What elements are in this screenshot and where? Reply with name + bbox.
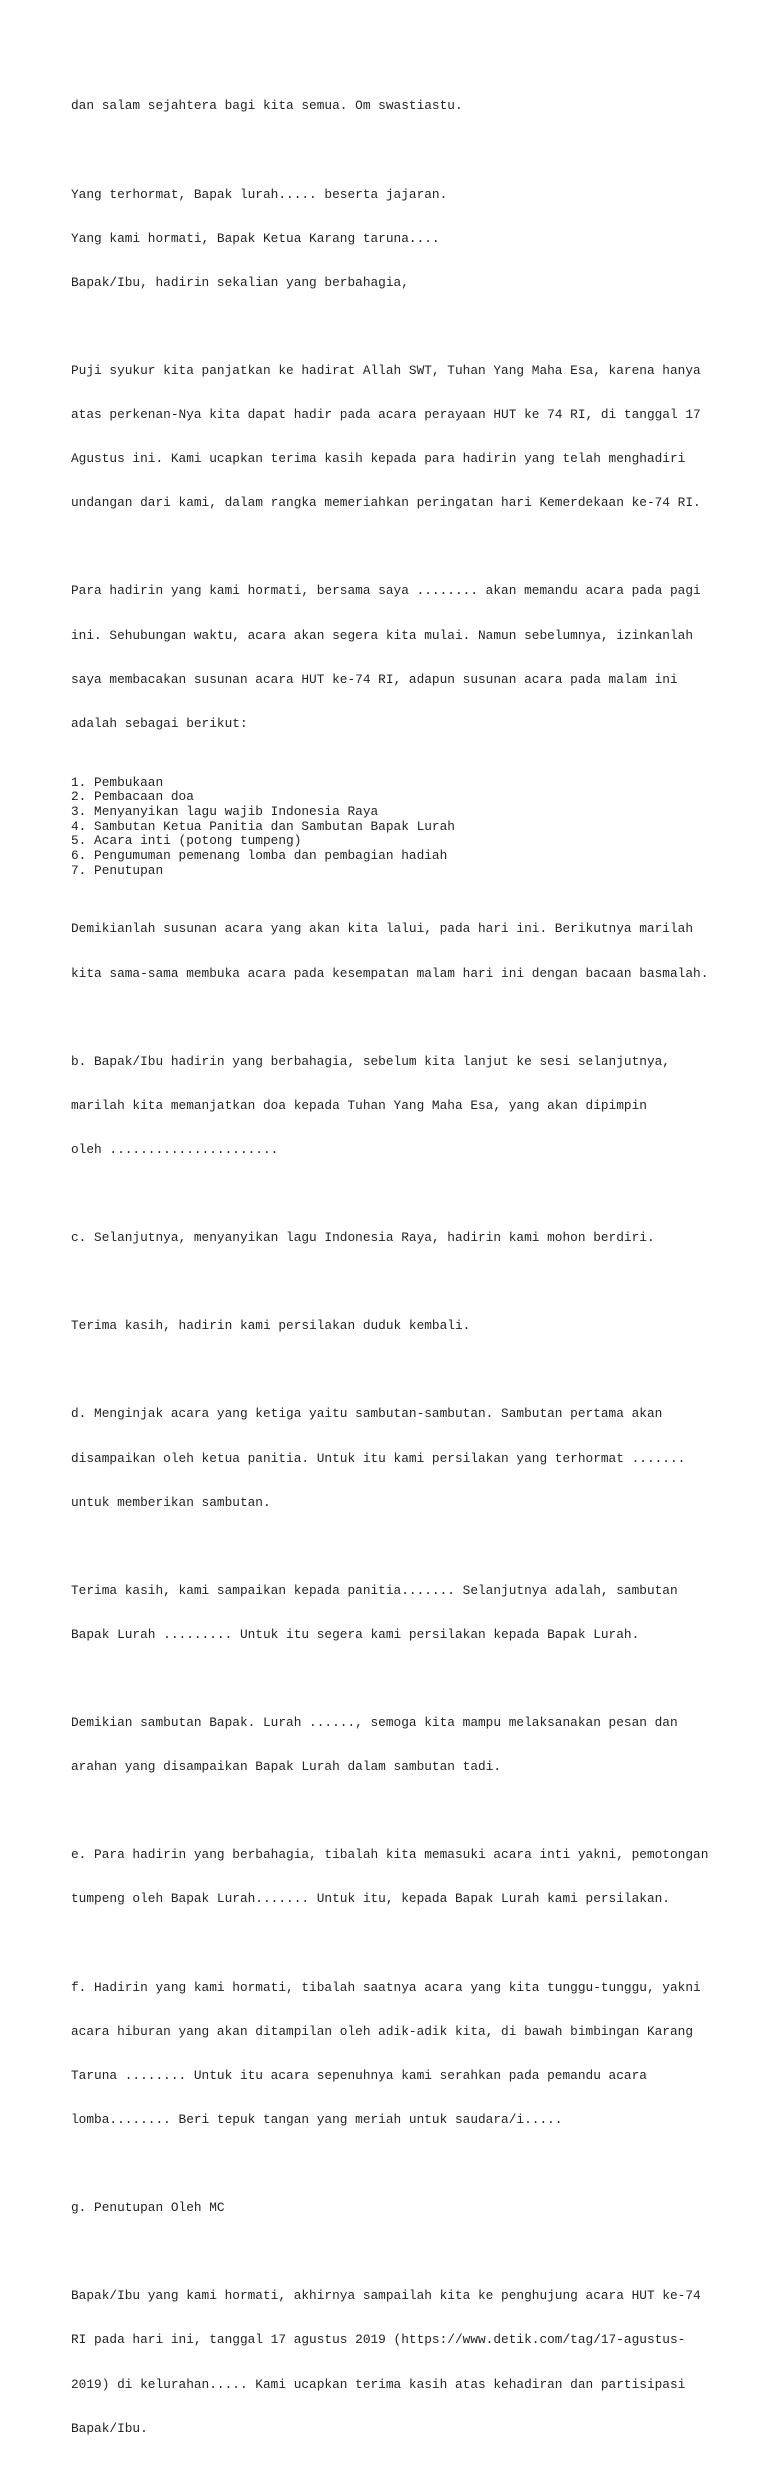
text-line: b. Bapak/Ibu hadirin yang berbahagia, sebelum kita lanjut ke sesi selanjutnya, [71,1053,670,1069]
text-line: Agustus ini. Kami ucapkan terima kasih kepada para hadirin yang telah menghadiri [71,451,686,467]
text-line: Demikian sambutan Bapak. Lurah ......, semoga kita mampu melaksanakan pesan dan [71,1715,678,1731]
text-line: g. Penutupan Oleh MC [71,2200,225,2216]
text-line: Bapak/Ibu. [71,2420,148,2436]
text-line: Bapak/Ibu yang kami hormati, akhirnya sampailah kita ke penghujung acara HUT ke-74 [71,2288,701,2304]
text-line: c. Selanjutnya, menyanyikan lagu Indonesia Raya, hadirin kami mohon berdiri. [71,1230,655,1246]
text-line: tumpeng oleh Bapak Lurah....... Untuk itu, kepada Bapak Lurah kami persilakan. [71,1891,670,1907]
text-line: Para hadirin yang kami hormati, bersama saya ........ akan memandu acara pada pagi [71,583,701,599]
text-line: disampaikan oleh ketua panitia. Untuk itu kami persilakan yang terhormat ....... [71,1450,686,1466]
agenda-item: 1. Pembukaan [71,774,164,790]
text-line: e. Para hadirin yang berbahagia, tibalah kita memasuki acara inti yakni, pemotongan [71,1847,709,1863]
agenda-item: 3. Menyanyikan lagu wajib Indonesia Raya [71,803,379,819]
agenda-list [71,776,711,879]
section-d-speeches [71,1378,711,1540]
text-line: acara hiburan yang akan ditampilan oleh adik-adik kita, di bawah bimbingan Karang [71,2023,694,2039]
section-c-anthem [71,1202,711,1276]
agenda-item: 6. Pengumuman pemenang lomba dan pembagian hadiah [71,847,448,863]
agenda-item: 5. Acara inti (potong tumpeng) [71,833,302,849]
agenda-item: 4. Sambutan Ketua Panitia dan Sambutan Bapak Lurah [71,818,455,834]
section-b-prayer [71,1025,711,1187]
text-line: Taruna ........ Untuk itu acara sepenuhnya kami serahkan pada pemandu acara [71,2067,647,2083]
salutation-paragraph [71,158,711,320]
text-line: oleh ...................... [71,1141,279,1157]
text-line: d. Menginjak acara yang ketiga yaitu sambutan-sambutan. Sambutan pertama akan [71,1406,663,1422]
text-line: lomba........ Beri tepuk tangan yang meriah untuk saudara/i..... [71,2111,563,2127]
agenda-summary-paragraph [71,893,711,1011]
section-f-entertainment [71,1951,711,2157]
agenda-item: 7. Penutupan [71,862,164,878]
text-line: Bapak Lurah ......... Untuk itu segera kami persilakan kepada Bapak Lurah. [71,1626,640,1642]
text-line: Demikianlah susunan acara yang akan kita lalui, pada hari ini. Berikutnya marilah [71,921,694,937]
text-line: marilah kita memanjatkan doa kepada Tuhan Yang Maha Esa, yang akan dipimpin [71,1097,647,1113]
text-line: Terima kasih, hadirin kami persilakan duduk kembali. [71,1318,471,1334]
thanks-sit-paragraph [71,1290,711,1364]
text-line: saya membacakan susunan acara HUT ke-74 RI, adapun susunan acara pada malam ini [71,671,678,687]
section-g-closing-heading [71,2172,711,2246]
gratitude-paragraph [71,335,711,541]
text-line: Bapak/Ibu, hadirin sekalian yang berbahagia, [71,274,409,290]
text-line: kita sama-sama membuka acara pada kesempatan malam hari ini dengan bacaan basmalah. [71,965,709,981]
lurah-speech-intro [71,1554,711,1672]
lurah-speech-closing [71,1687,711,1805]
greeting-paragraph [71,70,711,144]
text-line: undangan dari kami, dalam rangka memeriahkan peringatan hari Kemerdekaan ke-74 RI. [71,495,701,511]
agenda-item: 2. Pembacaan doa [71,789,194,805]
section-e-tumpeng [71,1819,711,1937]
closing-paragraph [71,2260,711,2466]
text-line: Puji syukur kita panjatkan ke hadirat Allah SWT, Tuhan Yang Maha Esa, karena hanya [71,362,701,378]
text-line: RI pada hari ini, tanggal 17 agustus 2019 (https://www.detik.com/tag/17-agustus- [71,2332,686,2348]
text-line: Yang kami hormati, Bapak Ketua Karang taruna.... [71,230,440,246]
text-line: ini. Sehubungan waktu, acara akan segera kita mulai. Namun sebelumnya, izinkanlah [71,627,694,643]
text-line: adalah sebagai berikut: [71,715,248,731]
text-line: arahan yang disampaikan Bapak Lurah dalam sambutan tadi. [71,1759,502,1775]
text-line: Yang terhormat, Bapak lurah..... beserta jajaran. [71,186,448,202]
text-line: 2019) di kelurahan..... Kami ucapkan terima kasih atas kehadiran dan partisipasi [71,2376,686,2392]
text-line: f. Hadirin yang kami hormati, tibalah saatnya acara yang kita tunggu-tunggu, yakni [71,1979,701,1995]
text-line: untuk memberikan sambutan. [71,1494,271,1510]
text-line: Terima kasih, kami sampaikan kepada panitia....... Selanjutnya adalah, sambutan [71,1582,678,1598]
intro-paragraph [71,555,711,761]
text-line: atas perkenan-Nya kita dapat hadir pada acara perayaan HUT ke 74 RI, di tanggal 17 [71,407,701,423]
text-line: dan salam sejahtera bagi kita semua. Om swastiastu. [71,98,463,114]
document-page [71,70,711,2480]
